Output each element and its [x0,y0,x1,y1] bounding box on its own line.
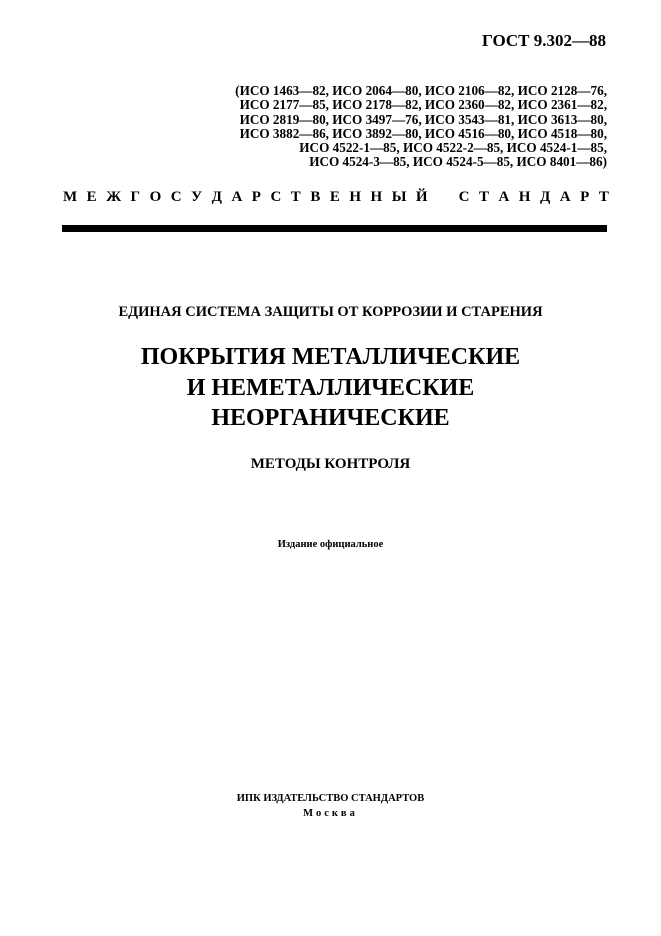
heading-letter: М [63,189,78,205]
heading-letter: Е [86,189,97,205]
heading-letter: С [458,189,470,205]
document-title [0,342,661,434]
heading-letter: Ж [106,189,122,205]
publisher: ИПК ИЗДАТЕЛЬСТВО СТАНДАРТОВ [236,793,425,804]
heading-letter [437,189,449,206]
heading-letter: В [310,189,321,205]
heading-letter: Т [478,189,489,205]
iso-line: (ИСО 1463—82, ИСО 2064—80, ИСО 2106—82, ИСО 2128—76, [235,83,607,98]
heading-letter: Н [518,189,531,205]
heading-letter: Й [415,189,428,205]
heading-letter: А [231,189,243,205]
heading-letter: Д [539,189,551,205]
heading-letter: С [170,189,182,205]
heading-letter: Ы [391,189,407,205]
heading-letter: Р [251,189,261,205]
heading-letter: О [149,189,162,205]
heading-letter: Т [290,189,301,205]
heading-letter: Н [349,189,362,205]
system-name: ЕДИНАЯ СИСТЕМА ЗАЩИТЫ ОТ КОРРОЗИИ И СТАРЕНИЯ [118,304,543,320]
iso-line: ИСО 4522-1—85, ИСО 4522-2—85, ИСО 4524-1—85, [299,140,607,156]
title-line: И НЕМЕТАЛЛИЧЕСКИЕ [186,374,475,401]
heading-letter: Н [370,189,383,205]
heading-letter: Г [130,189,141,205]
standard-designation: ГОСТ 9.302—88 [482,31,606,50]
heading-letter: Д [211,189,222,205]
divider-bar [62,225,607,232]
iso-line: ИСО 2819—80, ИСО 3497—76, ИСО 3543—81, ИСО 3613—80, [239,111,607,127]
heading-letter: Е [329,189,340,205]
title-line: ПОКРЫТИЯ МЕТАЛЛИЧЕСКИЕ [140,344,521,370]
heading-letter: Р [580,189,590,205]
iso-line: ИСО 2177—85, ИСО 2178—82, ИСО 2360—82, ИСО 2361—82, [239,97,607,113]
document-subtitle: МЕТОДЫ КОНТРОЛЯ [250,456,411,472]
edition-note: Издание официальное [277,539,384,550]
heading-letter: С [270,189,282,205]
heading-letter: Т [598,189,609,205]
heading-letter: А [559,189,571,205]
iso-line: ИСО 4524-3—85, ИСО 4524-5—85, ИСО 8401—86) [309,154,607,170]
iso-line: ИСО 3882—86, ИСО 3892—80, ИСО 4516—80, ИСО 4518—80, [239,125,607,141]
title-line: НЕОРГАНИЧЕСКИЕ [211,405,450,431]
heading-letter: У [191,189,203,205]
city: Москва [303,808,358,819]
iso-references [235,84,607,170]
standard-type-heading [63,189,609,206]
heading-letter: А [498,189,510,205]
